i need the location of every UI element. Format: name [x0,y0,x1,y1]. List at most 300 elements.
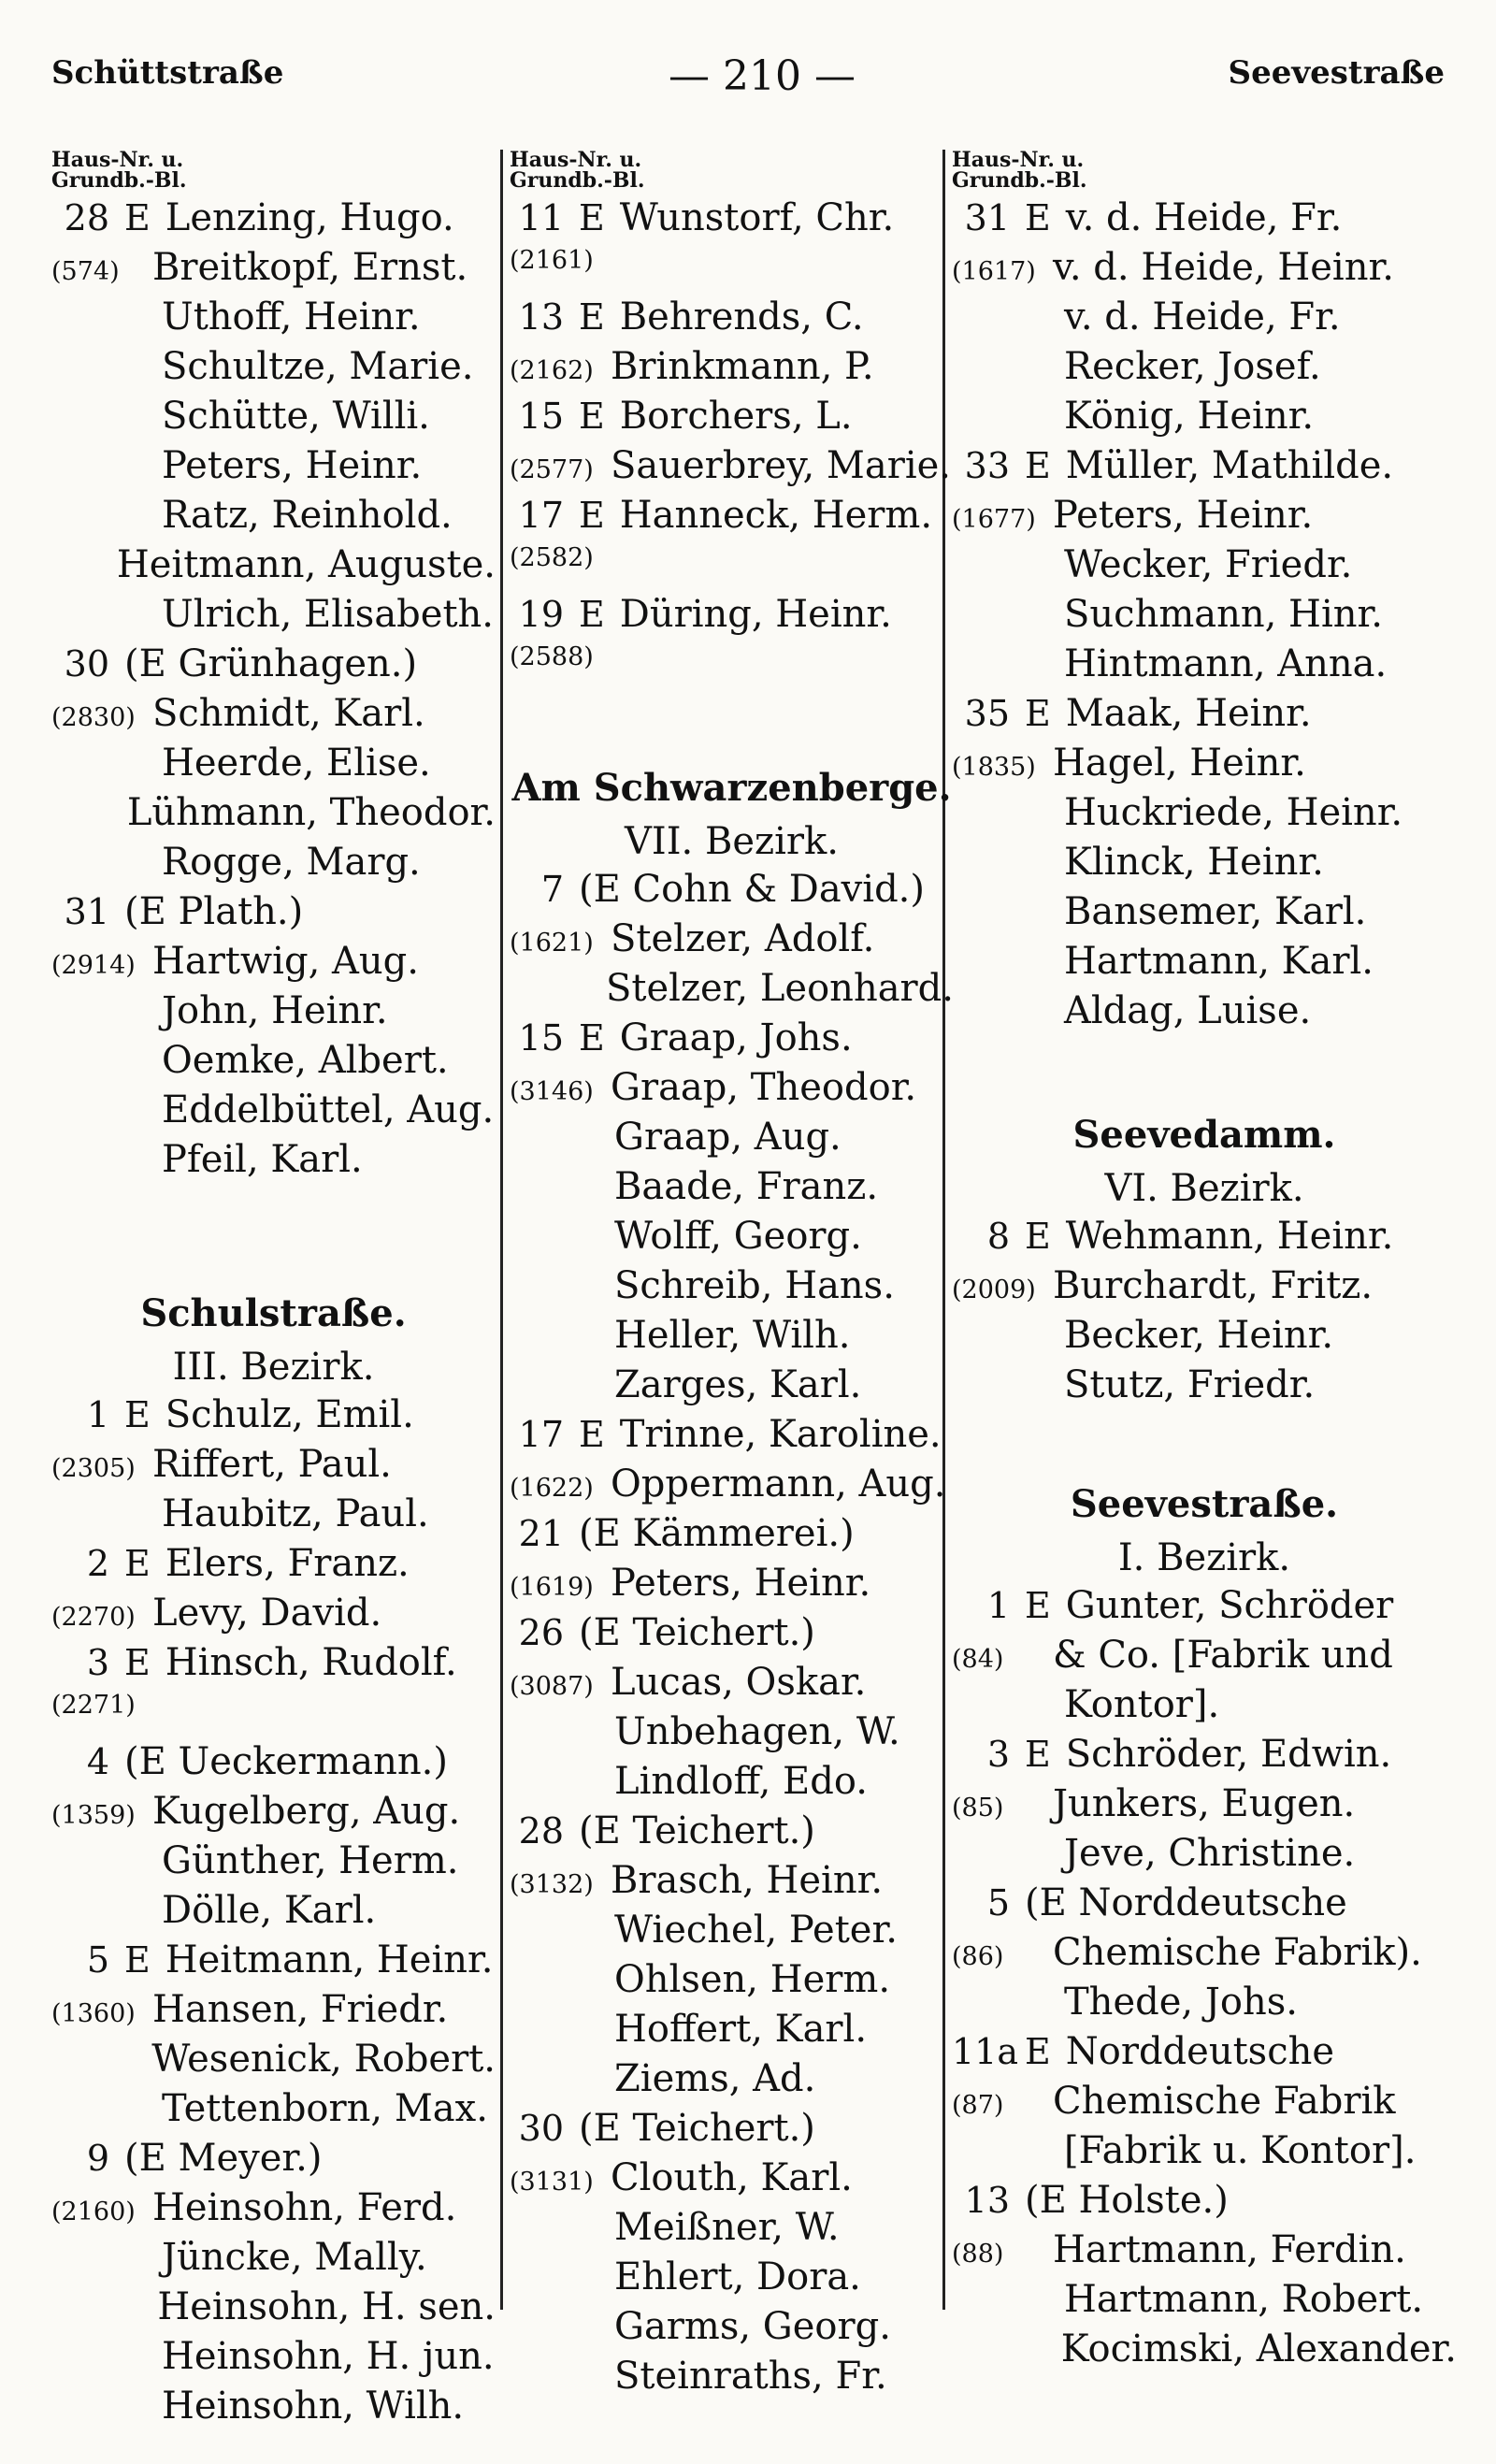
resident-name: Gunter, Schröder [1065,1584,1394,1628]
directory-entry [51,444,496,494]
street-heading: Seevedamm. [1072,1113,1336,1158]
column-3 [952,150,1457,2441]
resident-name: Riffert, Paul. [152,1443,392,1486]
column-2 [510,150,954,2441]
spacer [952,1413,1457,1477]
directory-entry [510,2355,954,2404]
directory-entry [510,494,954,543]
resident-name: Zarges, Karl. [614,1363,862,1407]
resident-name: Ohlsen, Herm. [614,1958,891,2002]
resident-name: Chemische Fabrik). [1053,1931,1422,1975]
house-number: 11a [952,2031,1019,2073]
spacer [952,1039,1457,1108]
house-number: 3 [986,1734,1010,1776]
house-number: 35 [964,693,1010,734]
directory-entry [51,2236,496,2285]
resident-name: Baade, Franz. [614,1165,879,1209]
directory-entry [510,395,954,444]
resident-name: Jeve, Christine. [1064,1832,1356,1876]
owner-marker: E [579,594,605,635]
resident-name: (E Kämmerei.) [579,1512,855,1556]
directory-entry [51,940,496,989]
resident-name: Graap, Theodor. [611,1066,917,1110]
resident-name: Ulrich, Elisabeth. [162,593,494,636]
directory-entry [51,2186,496,2236]
directory-entry [51,196,496,246]
directory-entry [51,1691,496,1740]
house-number: 1 [986,1585,1010,1627]
directory-entry [952,1782,1457,1832]
resident-name: Elers, Franz. [165,1542,410,1585]
land-register-number: (1622) [510,1474,594,1504]
resident-name: Graap, Aug. [614,1116,842,1160]
directory-entry [51,1988,496,2038]
resident-name: (E Teichert.) [579,1611,815,1655]
resident-name: Wecker, Friedr. [1064,543,1353,586]
resident-name: Junkers, Eugen. [1053,1782,1356,1826]
directory-entry [952,2179,1457,2228]
resident-name: (E Grünhagen.) [124,642,418,685]
resident-name: (E Teichert.) [579,2107,815,2151]
directory-entry [952,692,1457,742]
directory-entry [952,1931,1457,1981]
land-register-number: (1617) [952,257,1036,286]
house-number: 5 [86,1939,109,1981]
resident-name: Klinck, Heinr. [1064,841,1324,884]
directory-entry [510,2107,954,2156]
directory-entry [51,890,496,940]
spacer [510,692,954,761]
directory-entry [952,1264,1457,1314]
owner-marker: E [1025,1734,1051,1776]
directory-entry [510,1116,954,1165]
owner-marker: E [124,1543,151,1584]
land-register-number: (87) [952,2091,1004,2121]
resident-name: Lenzing, Hugo. [165,196,454,239]
resident-name: Meißner, W. [614,2206,840,2250]
resident-name: Schreib, Hans. [614,1264,895,1308]
column-header [510,150,954,191]
directory-entry [952,1683,1457,1733]
resident-name: v. d. Heide, Fr. [1064,295,1341,339]
directory-entry [510,2057,954,2107]
directory-entry [51,2385,496,2434]
owner-marker: E [124,197,151,238]
resident-name: Heinsohn, H. sen. [157,2285,496,2328]
resident-name: Haubitz, Paul. [162,1492,429,1535]
owner-marker: E [579,296,605,338]
resident-name: Hansen, Friedr. [152,1988,449,2031]
house-number: 17 [518,495,564,536]
house-number: 26 [518,1612,564,1654]
directory-entry [51,1938,496,1988]
running-head-right: Seevestraße [1228,54,1445,92]
directory-entry [952,543,1457,593]
house-number: 13 [964,2180,1010,2222]
land-register-number: (86) [952,1942,1004,1972]
resident-name: (E Norddeutsche [1025,1881,1347,1925]
directory-entry [51,593,496,642]
owner-marker: E [579,1414,605,1456]
house-number: 5 [986,1882,1010,1924]
land-register-number: (84) [952,1645,1004,1675]
resident-name: Düring, Heinr. [619,593,892,636]
directory-entry [952,345,1457,395]
directory-entry [952,742,1457,791]
directory-entry [510,1562,954,1611]
resident-name: Lühmann, Theodor. [126,791,496,834]
directory-entry [51,1592,496,1641]
resident-name: Burchardt, Fritz. [1053,1264,1374,1308]
directory-entry [51,345,496,395]
resident-name: Wesenick, Robert. [151,2038,496,2081]
resident-name: [Fabrik u. Kontor]. [1064,2129,1417,2173]
resident-name: Hoffert, Karl. [614,2008,868,2052]
resident-name: Hartmann, Robert. [1064,2278,1424,2322]
house-number: 9 [86,2138,109,2179]
directory-entry [510,2156,954,2206]
land-register-number: (85) [952,1794,1004,1823]
directory-entry [51,246,496,295]
resident-name: Schütte, Willi. [162,395,430,438]
house-number: 11 [518,197,564,238]
district-label: VII. Bezirk. [625,820,839,864]
resident-name: Huckriede, Heinr. [1064,791,1403,834]
directory-entry [952,1634,1457,1683]
district-label: III. Bezirk. [172,1346,375,1389]
resident-name: Lucas, Oskar. [611,1661,867,1705]
directory-entry [510,868,954,917]
resident-name: Heitmann, Heinr. [165,1938,494,1981]
house-number: 4 [86,1741,109,1782]
house-number: 31 [64,891,109,932]
resident-name: Schultze, Marie. [162,345,474,388]
directory-entry [51,841,496,890]
land-register-number: (3146) [510,1077,594,1107]
directory-entry [952,642,1457,692]
page-number: — 210 — [669,52,856,100]
resident-name: Heerde, Elise. [162,742,431,785]
resident-name: Ratz, Reinhold. [162,494,453,537]
directory-entry [510,1413,954,1463]
resident-name: Oppermann, Aug. [611,1463,946,1506]
directory-entry [952,989,1457,1039]
directory-entry [510,2206,954,2255]
resident-name: Kontor]. [1064,1683,1220,1727]
resident-name: Suchmann, Hinr. [1064,593,1383,636]
resident-name: Sauerbrey, Marie. [611,444,952,487]
resident-name: & Co. [Fabrik und [1053,1634,1393,1678]
directory-entry [510,2305,954,2355]
directory-entry [51,1839,496,1889]
column-header [952,150,1457,191]
resident-name: Brinkmann, P. [611,345,874,388]
street-heading: Seevestraße. [1070,1482,1339,1527]
land-register-number: (2914) [51,951,136,980]
directory-entry [51,1542,496,1592]
directory-entry [952,1832,1457,1881]
resident-name: (E Plath.) [124,890,304,933]
resident-name: Wehmann, Heinr. [1065,1215,1394,1259]
directory-entry [952,1314,1457,1363]
resident-name: König, Heinr. [1064,395,1315,438]
directory-entry [952,890,1457,940]
street-heading: Schulstraße. [140,1291,407,1335]
land-register-number: (2582) [510,543,594,572]
directory-entry [510,246,954,295]
resident-name: Kugelberg, Aug. [152,1790,461,1833]
house-number: 31 [964,197,1010,238]
column-header-line: Grundb.-Bl. [510,168,645,193]
resident-name: Bansemer, Karl. [1064,890,1367,933]
resident-name: Clouth, Karl. [611,2156,853,2200]
district-label: VI. Bezirk. [1104,1167,1304,1211]
spacer [51,1188,496,1287]
directory-entry [510,2008,954,2057]
resident-name: Tettenborn, Max. [162,2087,488,2130]
house-number: 3 [86,1642,109,1683]
house-number: 30 [518,2108,564,2150]
column-header-line: Haus-Nr. u. [510,148,642,172]
land-register-number: (3131) [510,2168,594,2197]
column-divider [500,150,503,2310]
directory-entry [510,917,954,967]
directory-entry [510,196,954,246]
house-number: 28 [64,197,109,238]
resident-name: Lindloff, Edo. [614,1760,868,1804]
land-register-number: (88) [952,2240,1004,2269]
resident-name: Hartwig, Aug. [152,940,419,983]
owner-marker: E [1025,1216,1051,1258]
directory-entry [510,1165,954,1215]
directory-entry [952,2030,1457,2080]
resident-name: Dölle, Karl. [162,1889,377,1932]
directory-entry [952,494,1457,543]
owner-marker: E [579,197,605,238]
resident-name: (E Holste.) [1025,2179,1229,2223]
resident-name: Ehlert, Dora. [614,2255,861,2299]
house-number: 1 [86,1394,109,1435]
directory-entry [510,295,954,345]
land-register-number: (2305) [51,1454,136,1483]
land-register-number: (2160) [51,2197,136,2226]
directory-entry [510,1611,954,1661]
resident-name: Behrends, C. [619,295,864,339]
directory-entry [51,1492,496,1542]
owner-marker: E [1025,693,1051,734]
directory-entry [952,2129,1457,2179]
land-register-number: (2009) [952,1275,1036,1305]
resident-name: John, Heinr. [162,989,388,1032]
owner-marker: E [579,396,605,437]
directory-entry [952,1733,1457,1782]
directory-entry [510,1958,954,2008]
resident-name: Norddeutsche [1065,2030,1335,2074]
resident-name: Hartmann, Ferdin. [1053,2228,1406,2272]
directory-entry [952,2327,1457,2377]
resident-name: Günther, Herm. [162,1839,459,1882]
resident-name: Peters, Heinr. [162,444,423,487]
house-number: 15 [518,396,564,437]
directory-entry [952,940,1457,989]
resident-name: v. d. Heide, Heinr. [1053,246,1394,289]
land-register-number: (2270) [51,1603,136,1632]
land-register-number: (574) [51,257,120,286]
column-header [51,150,496,191]
directory-entry [51,2087,496,2137]
directory-entry [952,2080,1457,2129]
resident-name: Rogge, Marg. [162,841,421,884]
directory-entry [952,246,1457,295]
resident-name: Hanneck, Herm. [619,494,933,537]
directory-entry [510,1760,954,1809]
resident-name: Trinne, Karoline. [619,1413,942,1457]
owner-marker: E [124,1939,151,1981]
directory-entry [952,841,1457,890]
directory-entry [510,1463,954,1512]
directory-entry [510,1215,954,1264]
directory-entry [51,1088,496,1138]
resident-name: Unbehagen, W. [614,1710,900,1754]
directory-entry [510,642,954,692]
directory-entry [510,1512,954,1562]
resident-name: Steinraths, Fr. [614,2355,887,2399]
resident-name: (E Ueckermann.) [124,1740,448,1783]
column-header-line: Haus-Nr. u. [51,148,184,172]
resident-name: Levy, David. [152,1592,382,1635]
resident-name: Peters, Heinr. [611,1562,871,1606]
directory-entry [51,1138,496,1188]
directory-entry [51,2285,496,2335]
owner-marker: E [124,1642,151,1683]
resident-name: Oemke, Albert. [162,1039,449,1082]
column-1 [51,150,496,2441]
land-register-number: (1835) [952,753,1036,782]
house-number: 2 [86,1543,109,1584]
house-number: 30 [64,643,109,684]
land-register-number: (1619) [510,1573,594,1603]
resident-name: Borchers, L. [619,395,853,438]
directory-entry [51,1740,496,1790]
land-register-number: (2830) [51,703,136,732]
resident-name: Schmidt, Karl. [152,692,425,735]
directory-entry [952,395,1457,444]
directory-entry [510,1859,954,1909]
resident-name: Heinsohn, H. jun. [162,2335,495,2378]
resident-name: Müller, Mathilde. [1065,444,1394,487]
directory-entry [51,1889,496,1938]
resident-name: Stelzer, Adolf. [611,917,875,961]
directory-entry [510,543,954,593]
directory-entry [952,1584,1457,1634]
directory-entry [510,1661,954,1710]
resident-name: Heinsohn, Wilh. [162,2385,465,2428]
directory-entry [510,2255,954,2305]
land-register-number: (2577) [510,455,594,484]
land-register-number: (1621) [510,929,594,958]
house-number: 28 [518,1810,564,1852]
resident-name: Uthoff, Heinr. [162,295,421,339]
resident-name: Hintmann, Anna. [1064,642,1388,685]
land-register-number: (1359) [51,1801,136,1830]
resident-name: Peters, Heinr. [1053,494,1314,537]
district-label: I. Bezirk. [1117,1536,1291,1580]
resident-name: Schröder, Edwin. [1065,1733,1392,1777]
owner-marker: E [579,1017,605,1059]
resident-name: Pfeil, Karl. [162,1138,363,1181]
directory-entry [952,791,1457,841]
directory-entry [51,692,496,742]
column-header-line: Haus-Nr. u. [952,148,1085,172]
directory-entry [510,593,954,642]
directory-entry [952,444,1457,494]
directory-entry [510,1363,954,1413]
resident-name: Hinsch, Rudolf. [165,1641,457,1684]
directory-entry [51,2335,496,2385]
land-register-number: (2161) [510,246,594,275]
house-number: 15 [518,1017,564,1059]
street-heading: Am Schwarzenberge. [511,766,952,811]
owner-marker: E [579,495,605,536]
directory-entry [51,1039,496,1088]
directory-entry [51,1443,496,1492]
resident-name: Wunstorf, Chr. [619,196,895,239]
resident-name: Thede, Johs. [1064,1981,1298,2025]
directory-entry [510,1066,954,1116]
resident-name: Aldag, Luise. [1064,989,1312,1032]
resident-name: Wolff, Georg. [614,1215,862,1259]
page-header [51,54,1445,110]
land-register-number: (1677) [952,505,1036,534]
directory-entry [510,1314,954,1363]
land-register-number: (1360) [51,1999,136,2028]
resident-name: Schulz, Emil. [165,1393,414,1436]
resident-name: Stutz, Friedr. [1064,1363,1316,1407]
resident-name: Heitmann, Auguste. [116,543,496,586]
directory-entry [510,1909,954,1958]
resident-name: Jüncke, Mally. [162,2236,427,2279]
directory-entry [51,295,496,345]
owner-marker: E [1025,1585,1051,1627]
directory-entry [510,345,954,395]
directory-entry [51,989,496,1039]
directory-entry [51,642,496,692]
house-number: 33 [964,445,1010,486]
land-register-number: (3132) [510,1870,594,1900]
resident-name: Kocimski, Alexander. [1060,2327,1457,2371]
resident-name: Recker, Josef. [1064,345,1321,388]
directory-entry [51,494,496,543]
house-number: 19 [518,594,564,635]
directory-entry [952,2278,1457,2327]
directory-entry [952,295,1457,345]
directory-entry [952,196,1457,246]
resident-name: (E Cohn & David.) [579,868,925,912]
land-register-number: (3087) [510,1672,594,1702]
land-register-number: (2271) [51,1691,136,1720]
directory-entry [510,1710,954,1760]
directory-entry [952,1981,1457,2030]
directory-entry [51,2038,496,2087]
directory-entry [952,1881,1457,1931]
owner-marker: E [1025,197,1051,238]
resident-name: Brasch, Heinr. [611,1859,884,1903]
resident-name: Graap, Johs. [619,1016,853,1060]
owner-marker: E [1025,2031,1051,2073]
directory-entry [51,1790,496,1839]
resident-name: Becker, Heinr. [1064,1314,1334,1358]
owner-marker: E [124,1394,151,1435]
